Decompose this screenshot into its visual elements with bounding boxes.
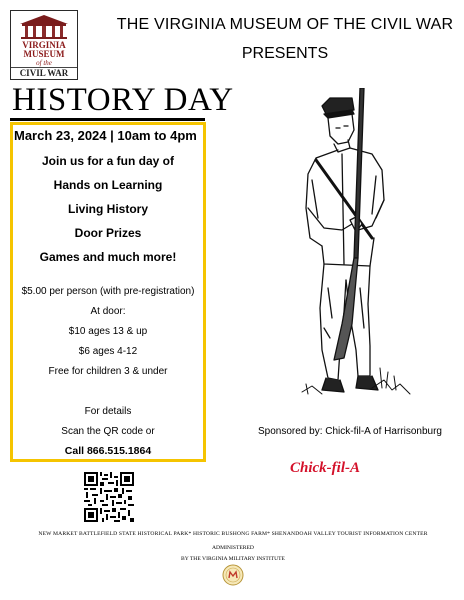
footer-administered: ADMINISTERED (212, 545, 254, 551)
pricing-line: Free for children 3 & under (48, 366, 168, 377)
logo-line-2: MUSEUM (23, 49, 65, 59)
logo-line-1: VIRGINIA (22, 40, 66, 50)
details-line: For details (84, 406, 132, 417)
pricing-line: $6 ages 4-12 (78, 346, 138, 357)
sponsor-text: Sponsored by: Chick-fil-A of Harrisonburg (258, 426, 442, 437)
presents-heading: PRESENTS (241, 45, 329, 62)
highlight-line: Hands on Learning (53, 178, 163, 192)
page-title: HISTORY DAY (12, 82, 234, 118)
title-underline (10, 118, 205, 121)
vmi-seal-icon (222, 564, 244, 586)
highlight-line: Living History (67, 202, 148, 216)
event-date: March 23, 2024 | 10am to 4pm (14, 128, 197, 143)
qr-code-icon[interactable] (84, 472, 134, 522)
museum-building-icon (17, 13, 71, 39)
phone-number: Call 866.515.1864 (64, 445, 152, 457)
footer-locations: NEW MARKET BATTLEFIELD STATE HISTORICAL PARK* HISTORIC BUSHONG FARM* SHENANDOAH VALLEY TOURIST INFORMATION CENTER (38, 531, 428, 537)
details-line: Scan the QR code or (61, 426, 155, 437)
highlight-line: Games and much more! (39, 250, 177, 264)
logo-line-3: of the (36, 59, 52, 67)
footer-vmi: BY THE VIRGINIA MILITARY INSTITUTE (181, 556, 285, 562)
highlight-line: Door Prizes (74, 226, 142, 240)
civil-war-soldier-illustration (272, 88, 422, 408)
museum-heading: THE VIRGINIA MUSEUM OF THE CIVIL WAR (116, 16, 454, 33)
highlight-line: Join us for a fun day of (41, 154, 174, 168)
logo-line-4: CIVIL WAR (11, 67, 77, 78)
pricing-line: $10 ages 13 & up (68, 326, 148, 337)
museum-logo (10, 10, 78, 80)
pricing-line: At door: (90, 306, 126, 317)
sponsor-logo: Chick-fil-A (290, 460, 360, 476)
pricing-line: $5.00 per person (with pre-registration) (21, 286, 195, 297)
